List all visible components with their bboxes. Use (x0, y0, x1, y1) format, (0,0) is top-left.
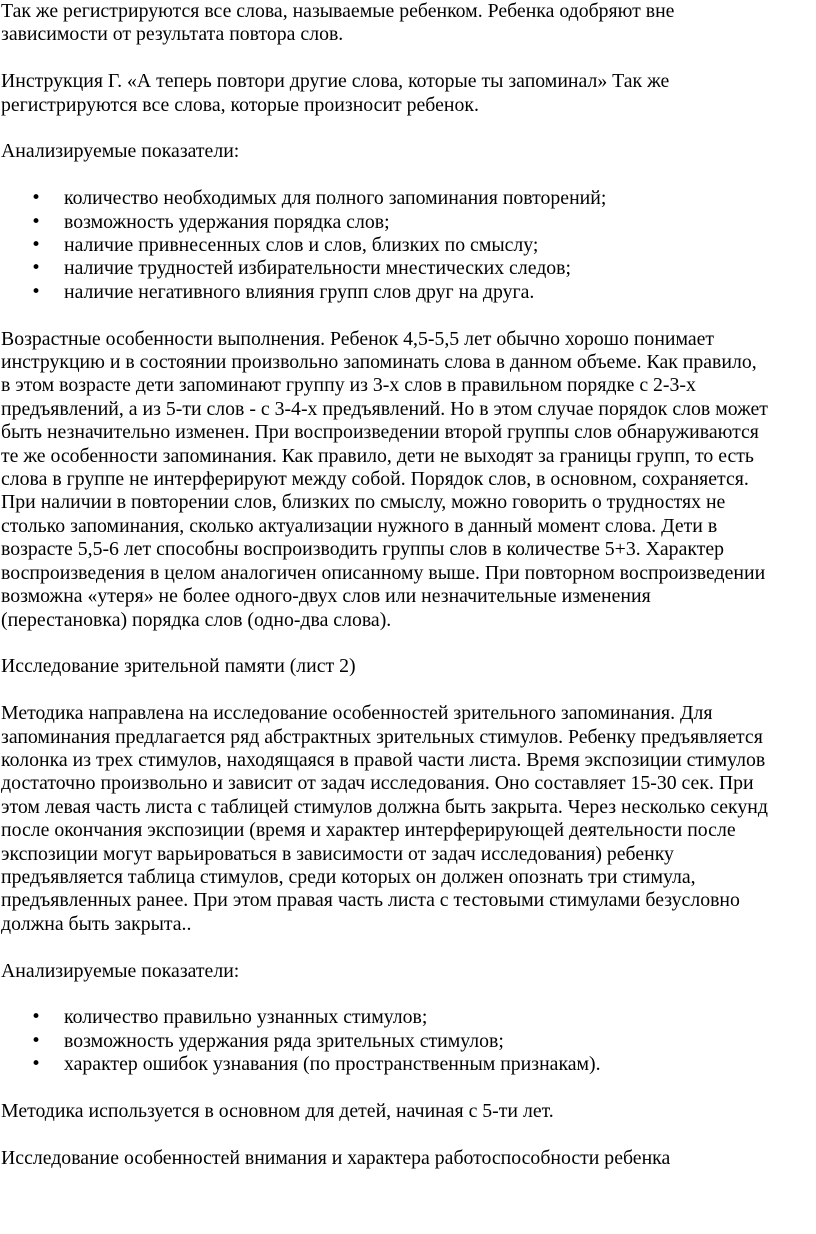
paragraph-instruction-g: Инструкция Г. «А теперь повтори другие слова, которые ты запоминал» Так же регистрируются все слова, которые произносит ребенок. (1, 70, 670, 116)
section-title-attention: Исследование особенностей внимания и характера работоспособности ребенка (1, 1146, 671, 1169)
list-item: • количество правильно узнанных стимулов; (1, 1006, 816, 1029)
paragraph-age-features: Возрастные особенности выполнения. Ребенок 4,5-5,5 лет обычно хорошо понимает инструкцию и в состоянии произвольно запоминать слова в данном объеме. Как правило, в этом возрасте дети запоминают группу из 3-х слов в правильном порядке с 2-3-х предъявлений, а из 5-ти слов - с 3-4-х предъявлений. Но в этом случае порядок слов может быть незначительно изменен. При воспроизведении второй группы слов обнаруживаются те же особенности запоминания. Как правило, дети не выходят за границы групп, то есть слова в группе не интерферируют между собой. Порядок слов, в основном, сохраняется. При наличии в повторении слов, близких по смыслу, можно говорить о трудностях не столько запоминания, сколько актуализации нужного в данный момент слова. Дети в возрасте 5,5-6 лет способны воспроизводить группы слов в количестве 5+3. Характер воспроизведения в целом аналогичен описанному выше. При повторном воспроизведении возможна «утеря» не более одного-двух слов или незначительные изменения (перестановка) порядка слов (одно-два слова). (1, 327, 768, 631)
paragraph-registration: Так же регистрируются все слова, называемые ребенком. Ребенка одобряют вне зависимости от результата повтора слов. (1, 0, 675, 46)
paragraph-method-description: Методика направлена на исследование особенностей зрительного запоминания. Для запоминания предлагается ряд абстрактных зрительных стимулов. Ребенку предъявляется колонка из трех стимулов, находящаяся в правой части листа. Время экспозиции стимулов достаточно произвольно и зависит от задач исследования. Оно составляет 15-30 сек. При этом левая часть листа с таблицей стимулов должна быть закрыта. Через несколько секунд после окончания экспозиции (время и характер интерферирующей деятельности после экспозиции могут варьироваться в зависимости от задач исследования) ребенку предъявляется таблица стимулов, среди которых он должен опознать три стимула, предъявленных ранее. При этом правая часть листа с тестовыми стимулами безусловно должна быть закрыта.. (1, 702, 768, 935)
list-item: • возможность удержания ряда зрительных стимулов; (1, 1030, 816, 1053)
section-title-visual-memory: Исследование зрительной памяти (лист 2) (1, 655, 356, 678)
list-item: • количество необходимых для полного запоминания повторений; (1, 187, 816, 210)
indicator-list-verbal (1, 187, 816, 304)
list-item: • характер ошибок узнавания (по пространственным признакам). (1, 1053, 816, 1076)
heading-analyzed-indicators-2: Анализируемые показатели: (1, 959, 240, 982)
list-item: • наличие негативного влияния групп слов друг на друга. (1, 281, 816, 304)
paragraph-method-usage: Методика используется в основном для детей, начиная с 5-ти лет. (1, 1099, 554, 1122)
heading-analyzed-indicators: Анализируемые показатели: (1, 140, 240, 163)
indicator-list-visual (1, 1006, 816, 1076)
list-item: • наличие привнесенных слов и слов, близких по смыслу; (1, 234, 816, 257)
list-item: • наличие трудностей избирательности мнестических следов; (1, 257, 816, 280)
list-item: • возможность удержания порядка слов; (1, 211, 816, 234)
